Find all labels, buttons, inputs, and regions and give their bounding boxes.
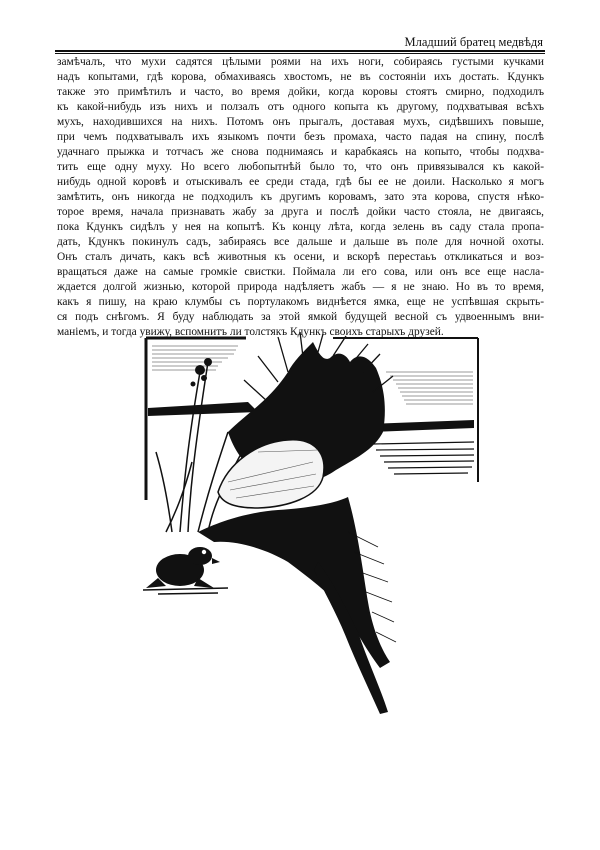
running-header — [55, 34, 545, 52]
text-line: какъ я пишу, на краю клумбы съ портулакомъ виднѣется ямка, еще не успѣвшая скрыть- — [57, 296, 544, 308]
header-rule-thick — [55, 50, 545, 52]
text-line: къ какой-нибудь изъ нихъ и ползалъ отъ одного копыта къ другому, подхватывая всѣхъ — [57, 101, 544, 113]
ground — [143, 588, 228, 594]
text-line: замѣтить, онъ никогда не подходилъ къ другимъ коровамъ, зато эта корова, спустя нѣко- — [57, 191, 544, 203]
text-line: дать, Кдункъ покинулъ садъ, забираясь все дальше и дальше въ поле для ночной охоты. — [57, 236, 544, 248]
embankment — [198, 497, 390, 714]
text-line: ся подъ снѣгомъ. Я буду наблюдать за этой ямкой будущей весной съ удвоеннымъ вни- — [57, 311, 544, 323]
text-line: маніемъ, и тогда увижу, вспомнитъ ли толстякъ Кдункъ своихъ старыхъ друзей. — [57, 326, 444, 338]
left-reeds — [156, 362, 242, 532]
toad-engraving-illustration — [118, 332, 488, 727]
text-line: вращаться даже на самые громкіе свистки. Поймала ли его сова, или онъ все еще насла- — [57, 266, 544, 278]
text-line: замѣчалъ, что мухи садятся цѣлыми роями на ихъ ноги, собираясь густыми кучками — [57, 56, 544, 68]
text-line: тить еще одну муху. Но всего любопытнѣй было то, что онъ привязывался къ какой- — [57, 161, 544, 173]
header-rule-thin — [55, 53, 545, 54]
text-line: удачнаго прыжка и тотчасъ же снова поднимаясь и карабкаясь на копыто, чтобы подхва- — [57, 146, 544, 158]
text-line: пока Кдункъ сидѣлъ у нея на копытѣ. Къ концу лѣта, когда зелень въ саду стала пропа- — [57, 221, 544, 233]
text-line: нибудь одной коровѣ и отыскивалъ ее среди стада, гдѣ бы ее не доили. Насколько я могъ — [57, 176, 544, 188]
text-line: надъ копытами, гдѣ корова, обмахиваясь хвостомъ, не въ состояніи ихъ достать. Кдункъ — [57, 71, 544, 83]
text-line: торое время, начала признавать жабу за друга и послѣ дойки часто стояла, не двигаясь, — [57, 206, 544, 218]
body-text — [57, 55, 544, 340]
toad — [146, 547, 220, 588]
rock — [218, 440, 324, 508]
running-header-title: Младший братец медвѣдя — [404, 35, 543, 49]
water-lines — [373, 442, 474, 474]
text-line: мухъ, находившихся на нихъ. Потомъ онъ прыгалъ, доставая мухъ, сидѣвшихъ повыше, — [57, 116, 544, 128]
text-line: Онъ сталъ дичать, какъ всѣ животныя къ осени, и вскорѣ перестаьъ откликаться и воз- — [57, 251, 544, 263]
text-line: также это примѣтилъ и часто, во время дойки, когда коровы стоятъ смирно, подходилъ — [57, 86, 544, 98]
text-line: ждается долгой жизнью, которой природа надѣляетъ жабъ — я не знаю. Но въ то время, — [57, 281, 544, 293]
text-line: при чемъ подхватывалъ ихъ языкомъ почти безъ промаха, часто падая на спину, послѣ — [57, 131, 544, 143]
